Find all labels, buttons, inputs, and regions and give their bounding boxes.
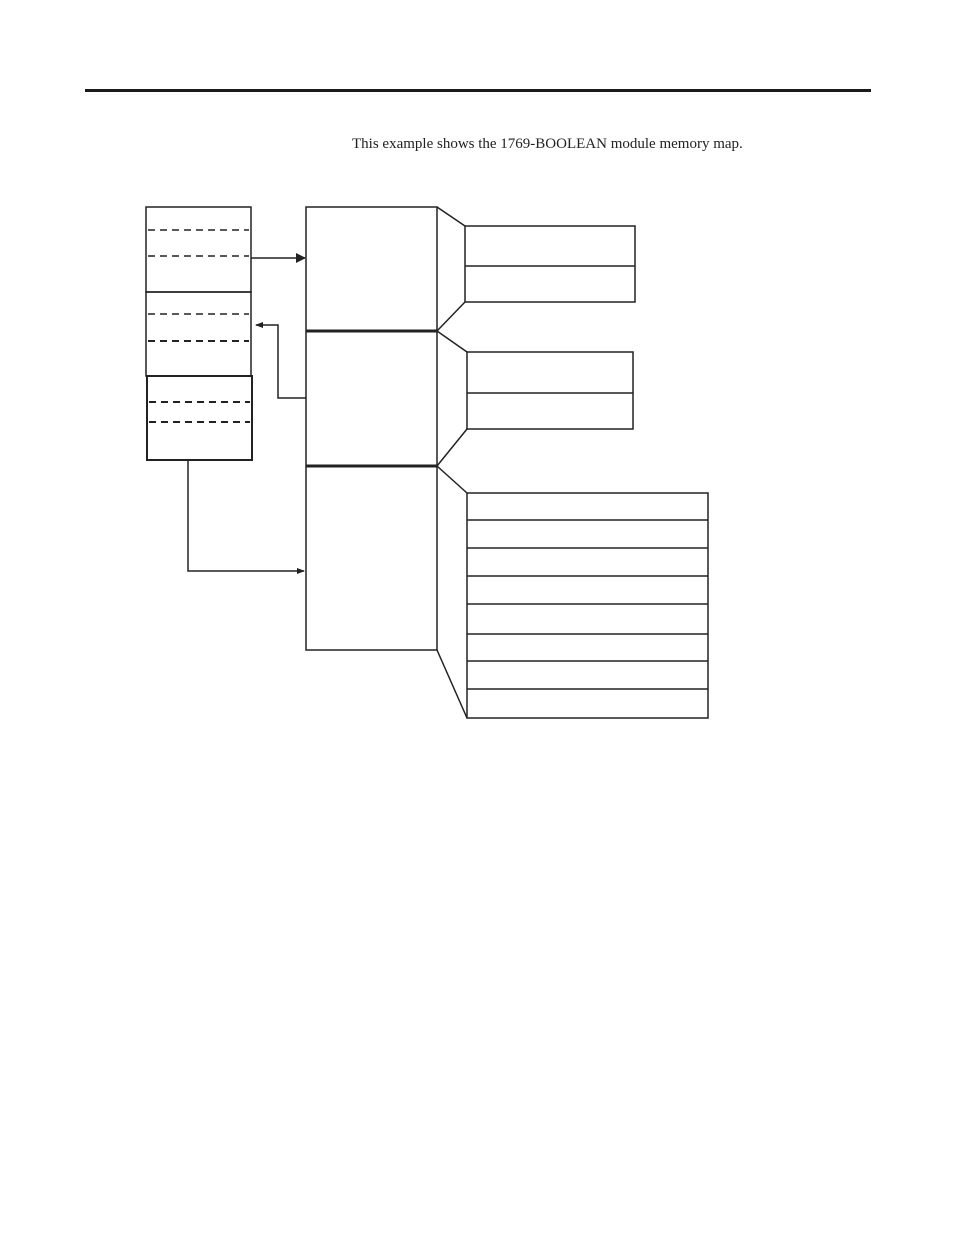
input-words-detail — [467, 352, 633, 429]
controller-memory-column — [146, 207, 252, 460]
module-memory-outline — [306, 207, 437, 650]
input-arrow — [256, 325, 306, 398]
intro-caption: This example shows the 1769-BOOLEAN module memory map. — [352, 136, 743, 152]
output-words-detail — [465, 226, 635, 302]
expansion-line — [437, 466, 467, 493]
output-words-box — [465, 226, 635, 302]
input-image-block — [146, 292, 251, 376]
expansion-line — [437, 302, 465, 331]
expansion-line — [437, 207, 465, 226]
configuration-words-detail — [467, 493, 708, 718]
data-flow-arrows — [188, 258, 306, 571]
configuration-file-block — [147, 376, 252, 460]
input-words-box — [467, 352, 633, 429]
module-memory-column — [306, 207, 437, 650]
expansion-line — [437, 429, 467, 466]
expansion-lines — [437, 207, 467, 718]
expansion-line — [437, 331, 467, 352]
expansion-line — [437, 650, 467, 718]
output-image-block — [146, 207, 251, 292]
configuration-words-box — [467, 493, 708, 718]
configuration-arrow — [188, 460, 304, 571]
